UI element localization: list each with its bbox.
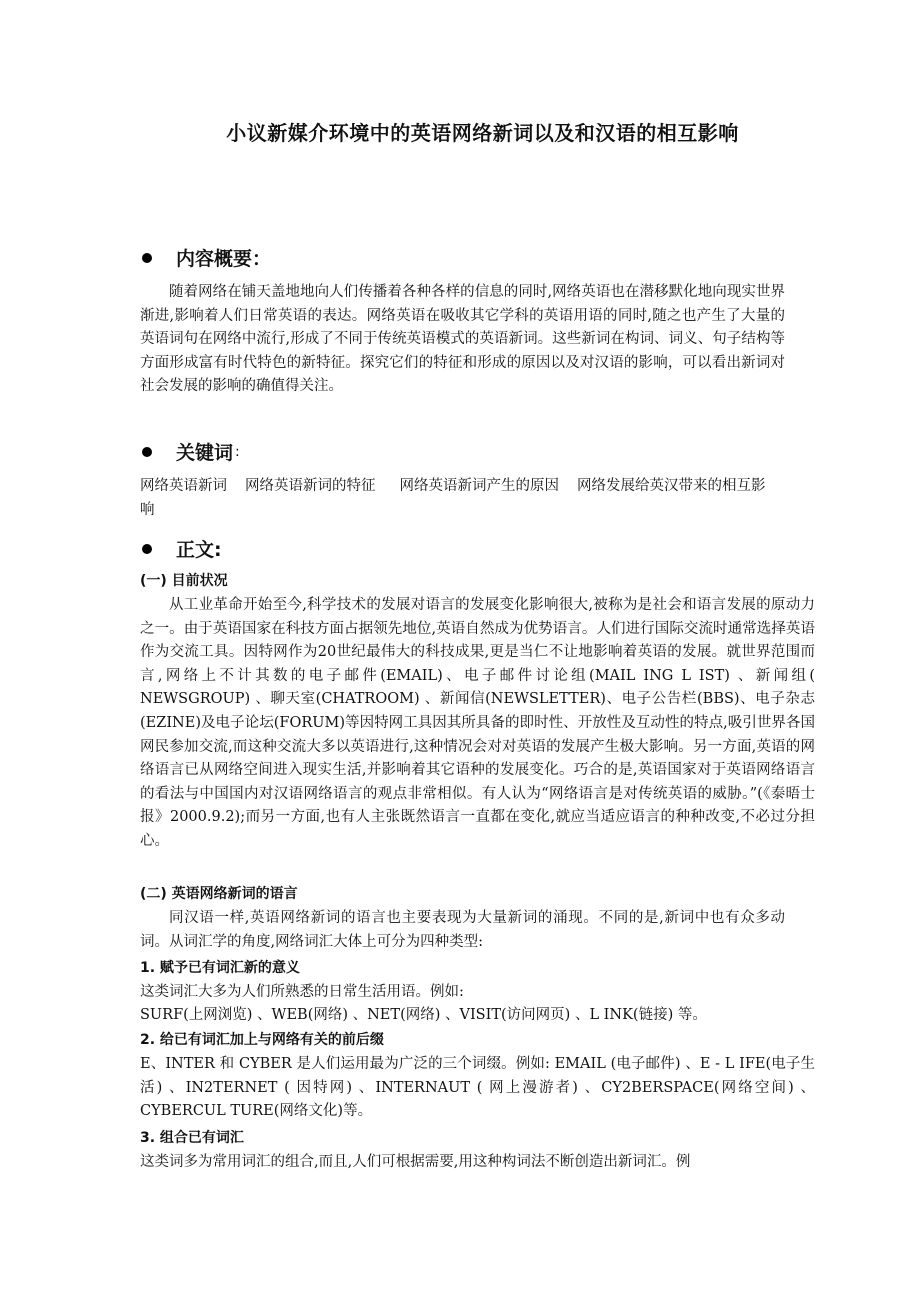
section1-paragraph: 从工业革命开始至今,科学技术的发展对语言的发展变化影响很大,被称为是社会和语言发展的原动力之一。由于英语国家在科技方面占据领先地位,英语自然成为优势语言。人们进行国际交流时通常选择英语作为交流工具。因特网作为20世纪最伟大的科技成果,更是当仁不让地影响着英语的发展。就世界范围而言,网络上不计其数的电子邮件(EMAIL)、电子邮件讨论组(MAIL ING L IST) 、新闻组( NEWSGROUP) 、聊天室(CHATROOM) 、新闻信(NEWSLETTER)、电子公告栏(BBS)、电子杂志(EZINE)及电子论坛(FORUM)等因特网工具因其所具备的即时性、开放性及互动性的特点,吸引世界各国网民参加交流,而这种交流大多以英语进行,这种情况会对对英语的发展产生极大影响。另一方面,英语的网络语言已从网络空间进入现实生活,并影响着其它语种的发展变化。巧合的是,英语国家对于英语网络语言的看法与中国国内对汉语网络语言的观点非常相似。有人认为“网络语言是对传统英语的威胁。”(《泰晤士报》2000.9.2);而另一方面,也有人主张既然语言一直都在变化,就应当适应语言的种种改变,不必过分担心。 xyxy=(140,597,815,849)
summary-heading-text: 内容概要： xyxy=(176,248,272,270)
body-heading xyxy=(140,535,222,562)
bullet-icon xyxy=(142,447,152,457)
item1-title: 1. 赋予已有词汇新的意义 xyxy=(140,960,300,976)
keyword-item: 网络英语新词的特征 xyxy=(245,478,376,494)
bullet-icon xyxy=(142,544,152,554)
section1-title: (一) 目前状况 xyxy=(140,573,228,589)
section2-title: (二) 英语网络新词的语言 xyxy=(140,886,298,902)
document-title: 小议新媒介环境中的英语网络新词以及和汉语的相互影响 xyxy=(226,121,739,145)
keyword-item: 网络英语新词 xyxy=(140,478,227,494)
section2-paragraph: 同汉语一样,英语网络新词的语言也主要表现为大量新词的涌现。不同的是,新词中也有众多动词。从词汇学的角度,网络词汇大体上可分为四种类型: xyxy=(140,910,785,950)
body-heading-text: 正文: xyxy=(176,539,222,561)
keyword-item: 网络英语新词产生的原因 xyxy=(399,478,559,494)
item2-title: 2. 给已有词汇加上与网络有关的前后缀 xyxy=(140,1032,384,1048)
item3-text: 这类词多为常用词汇的组合,而且,人们可根据需要,用这种构词法不断创造出新词汇。例 xyxy=(140,1154,691,1170)
item1-text: 这类词汇大多为人们所熟悉的日常生活用语。例如: xyxy=(140,984,464,1000)
summary-paragraph: 随着网络在铺天盖地地向人们传播着各种各样的信息的同时,网络英语也在潜移默化地向现实世界渐进,影响着人们日常英语的表达。网络英语在吸收其它学科的英语用语的同时,随之也产生了大量的英语词句在网络中流行,形成了不同于传统英语模式的英语新词。这些新词在构词、词义、句子结构等方面形成富有时代特色的新特征。探究它们的特征和形成的原因以及对汉语的影响，可以看出新词对社会发展的影响的确值得关注。 xyxy=(140,284,785,395)
keywords-heading-text: 关键词 xyxy=(176,442,234,464)
summary-heading xyxy=(140,244,271,271)
keywords-list xyxy=(140,474,785,522)
bullet-icon xyxy=(142,253,152,263)
keyword-item: 网络发展给英汉带来的相互影响 xyxy=(140,478,766,518)
item3-title: 3. 组合已有词汇 xyxy=(140,1130,244,1146)
keywords-heading xyxy=(140,438,240,465)
keywords-heading-suffix: : xyxy=(235,443,240,460)
item2-text: E、INTER 和 CYBER 是人们运用最为广泛的三个词缀。例如: EMAIL (电子邮件) 、E - L IFE(电子生活) 、IN2TERNET ( 因特网) 、INTERNAUT ( 网上漫游者) 、CY2BERSPACE(网络空间) 、CYBERCUL TURE(网络文化)等。 xyxy=(140,1056,815,1120)
item1-examples: SURF(上网浏览) 、WEB(网络) 、NET(网络) 、VISIT(访问网页) 、L INK(链接) 等。 xyxy=(140,1007,707,1023)
